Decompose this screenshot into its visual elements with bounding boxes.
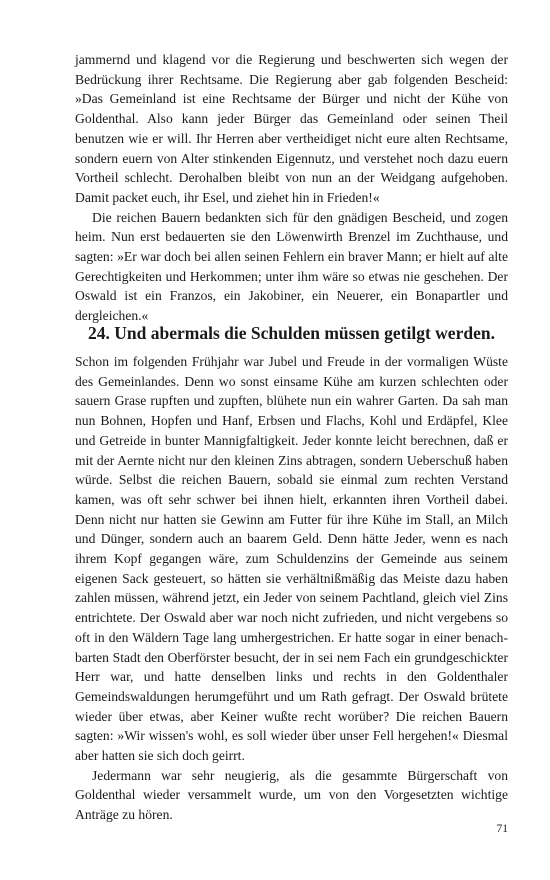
paragraph-spring: Schon im folgenden Frühjahr war Jubel und Freude in der vormaligen Wüste des Gemeinlandes. Denn wo sonst einsame Kühe am kurzen schlechten oder sauern Grase rupften und zupften, blühete nun ein wahrer Garten. Da sah man nun Bohnen, Hopfen und Hanf, Erbsen und Flachs, Kohl und Erdäpfel, Klee und Getreide in bunter Mannigfaltigkeit. Jeder konnte leicht berechnen, daß er mit der Aernte nicht nur den kleinen Zins abtragen, sondern Ueberschuß haben würde. Selbst die reichen Bauern, sobald sie einmal zum rechten Verstand kamen, was oft sehr schwer bei ihnen hielt, erkannten ihren Vortheil dabei. Denn nicht nur hatten sie Gewinn am Futter für ihre Kühe im Stall, an Milch und Dünger, sondern auch an baarem Geld. Denn hätte Jeder, wenn es nach ihrem Kopf gegangen wäre, zum Schuldenzins der Gemeinde aus seinem eigenen Sack gesteuert, so hätten sie verhältnißmäßig das Meiste dazu haben zahlen müssen, während jetzt, ein Jeder von seinem Pachtland, gleich viel Zins entrichtete. Der Oswald aber war noch nicht zufrieden, und nicht vergebens so oft in den Wäldern Tage lang umhergestrichen. Er hatte sogar in einer benachbarten Stadt den Oberförster besucht, der in sei nem Fach ein grundgeschickter Herr war, und hatte denselben links und rechts in den Goldenthaler Gemeindswaldungen herumgeführt und um Rath gefragt. Der Oswald brütete wieder über etwas, aber Keiner wußte recht worüber? Die reichen Bauern sagten: »Wir wissen's wohl, es soll wieder über unser Fell hergehen!« Diesmal aber hatten sie sich doch geirrt. xyxy=(75,354,508,764)
paragraph-rich-farmers: Die reichen Bauern bedankten sich für den gnädigen Bescheid, und zogen heim. Nun erst bedauerten sie den Löwenwirth Brenzel im Zuchthause, und sagten: »Er war doch bei allen seinen Fehlern ein braver Mann; er hielt auf alte Gerechtigkeiten und Herkommen; unter ihm wäre so etwas nie geschehen. Der Oswald ist ein Franzos, ein Jakobiner, ein Neuerer, ein Bonapartler und dergleichen.« xyxy=(75,209,508,324)
paragraph-continuation: jammernd und klagend vor die Regierung und beschwerten sich wegen der Bedrückung ihrer Rechtsame. Die Regierung aber gab folgenden Bescheid: »Das Gemeinland ist eine Rechtsame der Bürger und nicht der Kühe von Goldenthal. Also kann jeder Bürger das Gemeinland oder seinen Theil benutzen wie er will. Ihr Herren aber vertheidiget nicht eure alten Rechtsame, sondern euern von Alter stinkenden Eigennutz, und verstehet noch dazu euern Vortheil schlecht. Derohalben bleibt von nun an der Weidgang aufgehoben. Damit packet euch, ihr Esel, und ziehet hin in Frieden!« xyxy=(75,52,508,205)
chapter-text-block xyxy=(75,352,508,825)
paragraph-assembly: Jedermann war sehr neugierig, als die gesammte Bürgerschaft von Goldenthal wieder versammelt wurde, um von den Vorgesetzten wichtige Anträge zu hören. xyxy=(75,767,508,823)
top-text-block xyxy=(75,50,508,326)
chapter-heading: 24. Und abermals die Schulden müssen getilgt werden. xyxy=(88,323,495,343)
page-number: 71 xyxy=(496,823,508,835)
